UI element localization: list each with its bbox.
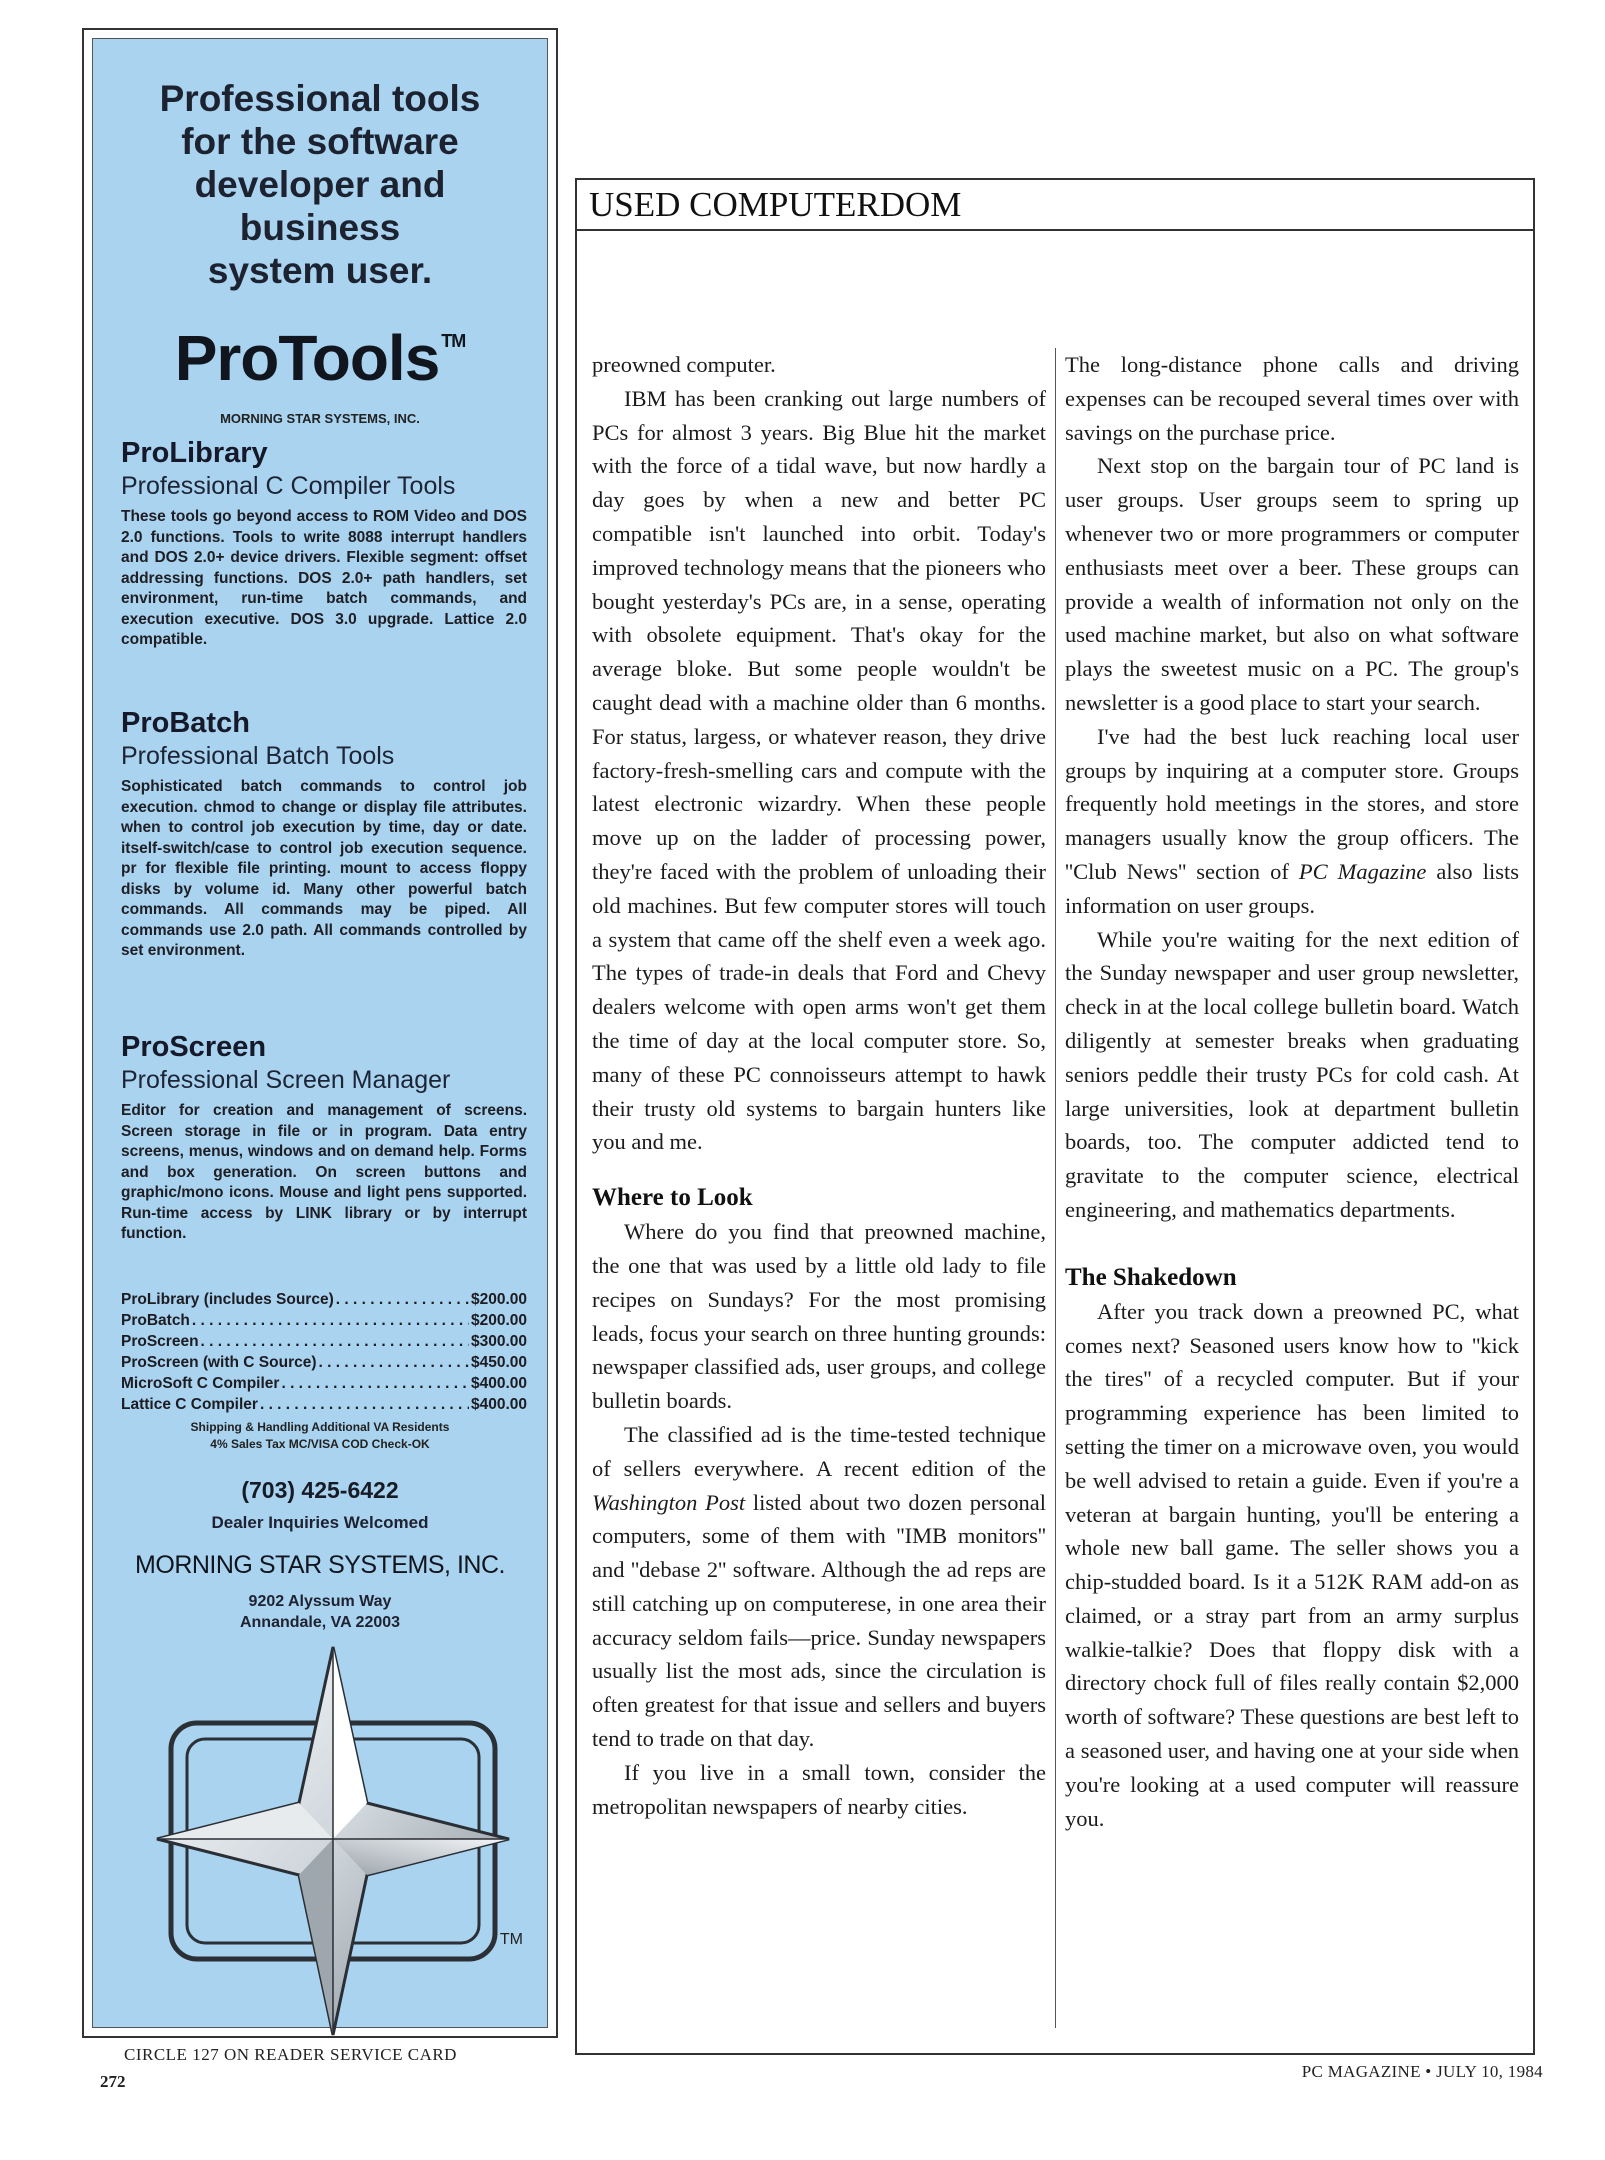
leader-dots [260,1394,469,1415]
product-probatch [121,707,527,962]
leader-dots [192,1310,469,1331]
price-value: $200.00 [470,1291,527,1308]
price-item-name: ProScreen [121,1333,199,1350]
price-item-name: Lattice C Compiler [121,1396,258,1413]
logo-text: ProTools [174,322,440,394]
price-item-name: ProBatch [121,1312,190,1329]
article-column-left [592,348,1046,1823]
paragraph: IBM has been cranking out large numbers of PCs for almost 3 years. Big Blue hit the market with the force of a tidal wave, but now hardly a day goes by when a new and better PC compatible isn't launched into orbit. Today's improved technology means that the pioneers who bought yesterday's PCs are, in a sense, operating with obsolete equipment. That's okay for the average bloke. But some people wouldn't be caught dead with a machine older than 6 months. For status, largess, or whatever reason, they drive factory-fresh-smelling cars and compute with the latest electronic wizardry. When these people move up on the ladder of processing power, they're faced with the problem of unloading their old machines. But few computer stores will touch a system that came off the shelf even a week ago. The types of trade-in deals that Ford and Chevy dealers welcome with open arms won't get them the time of day at the local computer store. So, many of these PC connoisseurs attempt to hawk their trusty old systems to bargain hunters like you and me. [592,385,1046,1155]
ad-headline-line: business [239,207,401,248]
product-prolibrary [121,437,527,651]
product-subtitle: Professional Screen Manager [121,1066,451,1094]
company-address [93,1591,547,1633]
ad-headline [93,77,547,292]
magazine-footer: PC MAGAZINE • JULY 10, 1984 [1301,2062,1543,2081]
product-proscreen [121,1031,527,1245]
leader-dots [201,1331,469,1352]
paragraph: Next stop on the bargain tour of PC land is user groups. User groups seem to spring up whenever two or more programmers or computer enthusiasts meet over a beer. These groups can provide a wealth of information not only on the used machine market, but also on what software plays the sweetest music on a PC. The group's newsletter is a good place to start your search. [1065,453,1519,715]
subheading: Where to Look [592,1184,753,1212]
ad-headline-line: for the software [181,121,459,162]
paragraph: Where do you find that preowned machine, the one that was used by a little old lady to file recipes on Sundays? For the most promising leads, focus your search on three hunting grounds: newspaper classified ads, user groups, and college bulletin boards. [592,1219,1046,1414]
company-name-small: MORNING STAR SYSTEMS, INC. [220,411,420,426]
protools-advertisement [82,28,558,2038]
product-name: ProBatch [121,707,250,739]
paragraph [592,1418,1046,1756]
company-name: MORNING STAR SYSTEMS, INC. [135,1551,505,1579]
article-column-right [1065,348,1519,1835]
section-banner: USED COMPUTERDOM [577,180,1533,231]
price-row [121,1289,527,1310]
paragraph: preowned computer. [592,352,776,377]
shipping-line: Shipping & Handling Additional VA Residents [190,1420,450,1434]
product-subtitle: Professional Batch Tools [121,742,395,770]
italic-title: Washington Post [592,1489,746,1515]
ad-headline-line: Professional tools [159,78,481,119]
price-row [121,1394,527,1415]
address-line: Annandale, VA 22003 [239,1614,401,1631]
price-row [121,1310,527,1331]
text-run: The classified ad is the time-tested technique of sellers everywhere. A recent edition of the [592,1421,1046,1481]
italic-title: PC Magazine [1298,858,1427,884]
price-list [121,1289,527,1415]
phone-number: (703) 425-6422 [241,1477,399,1503]
product-description: Editor for creation and management of screens. Screen storage in file or in program. Data entry screens, menus, windows and on demand help. Forms and box generation. On screen buttons and graphic/mono icons. Mouse and light pens supported. Run-time access by LINK library or by interrupt function. [121,1102,527,1242]
reader-service-note: CIRCLE 127 ON READER SERVICE CARD [124,2045,457,2064]
ad-headline-line: developer and [194,164,446,205]
leader-dots [319,1352,469,1373]
protools-logo [93,321,547,395]
price-row [121,1331,527,1352]
address-line: 9202 Alyssum Way [248,1593,392,1610]
price-item-name: ProScreen (with C Source) [121,1354,317,1371]
leader-dots [281,1373,469,1394]
product-description: These tools go beyond access to ROM Video and DOS 2.0 functions. Tools to write 8088 interrupt handlers and DOS 2.0+ device drivers. Flexible segment: offset addressing functions. DOS 2.0+ path handlers, set environment, run-time batch commands, and execution executive. DOS 3.0 upgrade. Lattice 2.0 compatible. [121,508,527,648]
page-number: 272 [100,2072,126,2091]
article-box [575,178,1535,2055]
shipping-note [113,1419,527,1453]
subheading: The Shakedown [1065,1263,1237,1291]
price-item-name: ProLibrary (includes Source) [121,1291,334,1308]
price-value: $400.00 [470,1375,527,1392]
product-name: ProScreen [121,1031,267,1063]
price-value: $450.00 [470,1354,527,1371]
price-value: $400.00 [470,1396,527,1413]
ad-panel [92,38,548,2028]
price-item-name: MicroSoft C Compiler [121,1375,280,1392]
paragraph: If you live in a small town, consider the metropolitan newspapers of nearby cities. [592,1759,1046,1819]
text-run: also lists information on user groups. [1065,858,1519,918]
trademark-mark: TM [499,1931,523,1948]
trademark-mark: TM [441,331,466,351]
price-value: $300.00 [470,1333,527,1350]
paragraph [1065,720,1519,923]
text-run: I've had the best luck reaching local user groups by inquiring at a computer store. Groups frequently hold meetings in the stores, and store managers usually know the group officers. The ''Club News'' section of [1065,723,1519,884]
price-row [121,1352,527,1373]
product-subtitle: Professional C Compiler Tools [121,472,456,500]
ad-headline-line: system user. [207,250,433,291]
price-row [121,1373,527,1394]
paragraph: After you track down a preowned PC, what comes next? Seasoned users know how to ''kick the tires'' of a recycled computer. But if your programming experience has been limited to setting the timer on a microwave oven, you would be well advised to retain a guide. Even if you're a veteran at bargain hunting, you'll be entering a whole new ball game. The seller shows you a chip-studded board. Is it a 512K RAM add-on as claimed, or a stray part from an army surplus walkie-talkie? Does that floppy disk with a directory chock full of files really contain $2,000 worth of software? These questions are best left to a seasoned user, and having one at your side when you're looking at a used computer will reassure you. [1065,1298,1519,1831]
shipping-line: 4% Sales Tax MC/VISA COD Check-OK [210,1437,430,1451]
morning-star-logo-icon [153,1643,513,2038]
paragraph: The long-distance phone calls and driving expenses can be recouped several times over with savings on the purchase price. [1065,352,1519,445]
column-divider [1055,348,1056,2028]
product-description: Sophisticated batch commands to control job execution. chmod to change or display file attributes. when to control job execution by time, day or date. itself-switch/case to control job execution sequence. pr for flexible file printing. mount to access floppy disks by volume id. Many other powerful batch commands. All commands may be piped. All commands use 2.0 path. All commands controlled by set environment. [121,778,527,959]
text-run: listed about two dozen personal computers, some of them with ''IMB monitors'' and ''debase 2'' software. Although the ad reps are still catching up on computerese, in one area their accuracy seldom fails—price. Sunday newspapers usually list the most ads, since the circulation is often greatest for that issue and sellers and buyers tend to trade on that day. [592,1489,1046,1752]
price-value: $200.00 [470,1312,527,1329]
dealer-note: Dealer Inquiries Welcomed [211,1513,429,1532]
leader-dots [336,1289,469,1310]
product-name: ProLibrary [121,437,268,469]
paragraph: While you're waiting for the next edition of the Sunday newspaper and user group newsletter, check in at the local college bulletin board. Watch diligently at semester breaks when graduating seniors peddle their trusty PCs for cold cash. At large universities, look at department bulletin boards, too. The computer addicted tend to gravitate to the computer science, electrical engineering, and mathematics departments. [1065,926,1519,1222]
